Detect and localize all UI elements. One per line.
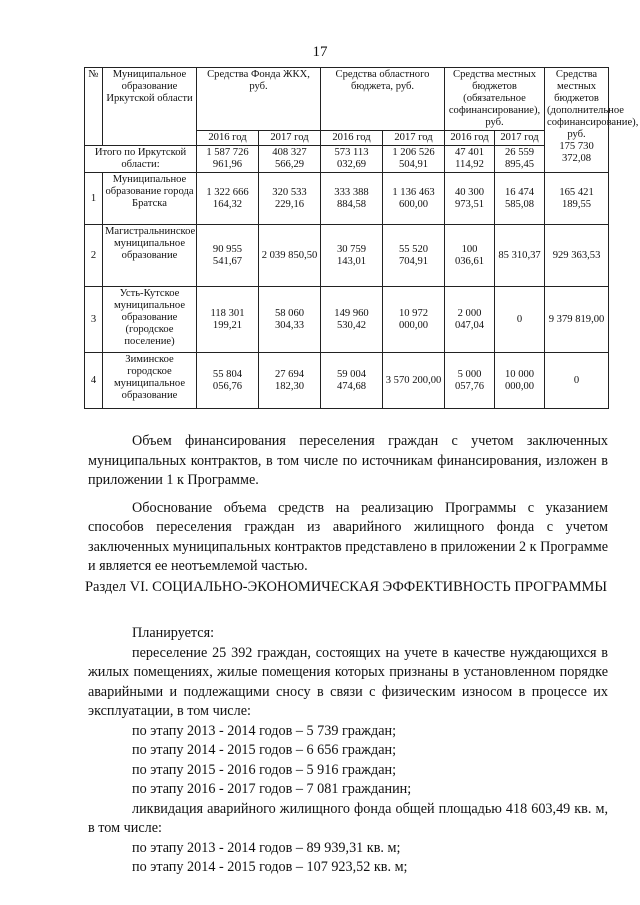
row-num: 1 [85,173,103,225]
cell: 165 421 189,55 [545,173,609,225]
paragraph-resettlement: переселение 25 392 граждан, состоящих на учете в качестве нуждающихся в жилых помещениях, жилые помещения которых признаны в установленном порядке аварийными и подлежащими сносу в связи с физическим износом в процессе их эксплуатации, в том числе: [88,644,608,719]
row-name: Муниципальное образование города Братска [103,173,197,225]
cell: 1 206 526 504,91 [383,146,445,173]
row-num: 3 [85,287,103,353]
cell: 90 955 541,67 [197,225,259,287]
cell: 27 694 182,30 [259,353,321,409]
table-row [85,287,609,353]
year-2016: 2016 год [197,131,259,146]
efficiency-text [88,624,608,878]
area-item: по этапу 2013 - 2014 годов – 89 939,31 кв. м; [132,839,401,856]
cell: 2 000 047,04 [445,287,495,353]
cell: 1 322 666 164,32 [197,173,259,225]
cell: 47 401 114,92 [445,146,495,173]
year-2016: 2016 год [321,131,383,146]
page-number: 17 [312,44,328,60]
cell: 3 570 200,00 [383,353,445,409]
cell: 149 960 530,42 [321,287,383,353]
cell: 333 388 884,58 [321,173,383,225]
cell: 55 804 056,76 [197,353,259,409]
cell: 573 113 032,69 [321,146,383,173]
cell: 10 000 000,00 [495,353,545,409]
header-local-mandatory: Средства местных бюджетов (обязательное софинансирование), руб. [445,68,545,131]
stage-item: по этапу 2013 - 2014 годов – 5 739 граждан; [132,722,397,739]
cell: 929 363,53 [545,225,609,287]
cell: 59 004 474,68 [321,353,383,409]
cell: 10 972 000,00 [383,287,445,353]
cell: 408 327 566,29 [259,146,321,173]
cell: 16 474 585,08 [495,173,545,225]
row-name: Итого по Иркутской области: [85,146,197,173]
header-num: № [85,68,103,146]
year-2016: 2016 год [445,131,495,146]
year-2017: 2017 год [259,131,321,146]
header-local-additional-label: Средства местных бюджетов (дополнительное софинансирование), руб. [547,69,639,140]
row-name: Магистральнинское муниципальное образование [103,225,197,287]
cell: 5 000 057,76 [445,353,495,409]
paragraph-liquidation: ликвидация аварийного жилищного фонда общей площадью 418 603,49 кв. м, в том числе: [88,800,608,836]
header-regional: Средства областного бюджета, руб. [321,68,445,131]
paragraph-financing-volume: Объем финансирования переселения граждан с учетом заключенных муниципальных контрактов, в том числе по источникам финансирования, изложен в приложении 1 к Программе. [88,433,608,488]
stage-item: по этапу 2015 - 2016 годов – 5 916 граждан; [132,761,397,778]
table-header-row [85,68,609,131]
total-additional: 175 730 372,08 [559,141,594,164]
planned-label: Планируется: [132,625,215,641]
row-num: 2 [85,225,103,287]
financing-table [84,67,639,409]
table-row-total [85,146,609,173]
table-row [85,353,609,409]
cell: 1 587 726 961,96 [197,146,259,173]
row-name: Усть-Кутское муниципальное образование (городское поселение) [103,287,197,353]
stage-item: по этапу 2016 - 2017 годов – 7 081 гражданин; [132,781,412,797]
section-heading: Раздел VI. СОЦИАЛЬНО-ЭКОНОМИЧЕСКАЯ ЭФФЕКТИВНОСТЬ ПРОГРАММЫ [84,579,608,595]
cell: 26 559 895,45 [495,146,545,173]
header-municipality: Муниципальное образование Иркутской области [103,68,197,146]
header-local-additional [545,68,639,173]
area-item: по этапу 2014 - 2015 годов – 107 923,52 кв. м; [132,859,408,875]
financing-text [88,432,608,577]
cell: 9 379 819,00 [545,287,609,353]
paragraph-justification: Обоснование объема средств на реализацию Программы с указанием способов переселения граждан из аварийного жилищного фонда с учетом заключенных муниципальных контрактов представлено в приложении 2 к Программе и является ее неотъемлемой частью. [88,499,608,574]
row-name: Зиминское городское муниципальное образование [103,353,197,409]
cell: 85 310,37 [495,225,545,287]
row-num: 4 [85,353,103,409]
cell: 320 533 229,16 [259,173,321,225]
cell: 55 520 704,91 [383,225,445,287]
table-row [85,225,609,287]
cell: 30 759 143,01 [321,225,383,287]
cell: 0 [545,353,609,409]
stage-item: по этапу 2014 - 2015 годов – 6 656 граждан; [132,742,397,758]
table-row [85,173,609,225]
cell: 1 136 463 600,00 [383,173,445,225]
cell: 118 301 199,21 [197,287,259,353]
cell: 0 [495,287,545,353]
year-2017: 2017 год [383,131,445,146]
year-2017: 2017 год [495,131,545,146]
cell: 2 039 850,50 [259,225,321,287]
cell: 100 036,61 [445,225,495,287]
cell: 58 060 304,33 [259,287,321,353]
header-fund: Средства Фонда ЖКХ, руб. [197,68,321,131]
cell: 40 300 973,51 [445,173,495,225]
